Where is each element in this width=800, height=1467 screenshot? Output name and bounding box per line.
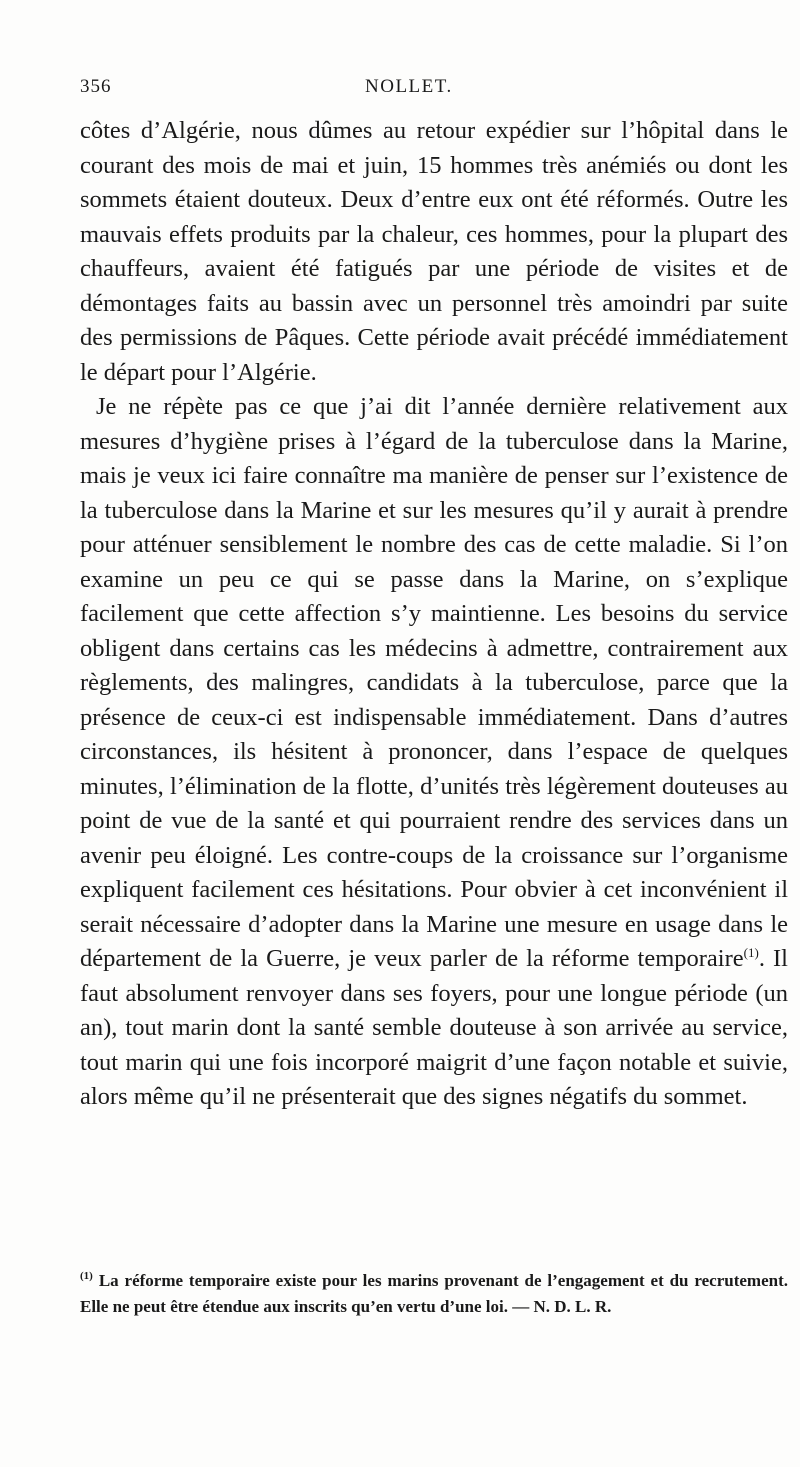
- paragraph: côtes d’Algérie, nous dûmes au retour expédier sur l’hôpital dans le courant des mois de mai et juin, 15 hommes très anémiés ou dont les sommets étaient douteux. Deux d’entre eux ont été réformés. Outre les mauvais effets produits par la chaleur, ces hommes, pour la plupart des chauffeurs, avaient été fatigués par une période de visites et de démontages faits au bassin avec un personnel très amoindri par suite des permissions de Pâques. Cette période avait précédé immédiatement le départ pour l’Algérie.: [80, 117, 788, 386]
- page-header: [80, 76, 780, 106]
- footnote: [80, 1268, 788, 1320]
- footnotes: [80, 1268, 788, 1320]
- footnote-reference: (1): [743, 944, 759, 960]
- body-text: [80, 114, 788, 1115]
- paragraph-text: Je ne répète pas ce que j’ai dit l’année dernière relativement aux mesures d’hygiène prises à l’égard de la tuberculose dans la Marine, mais je veux ici faire connaître ma manière de penser sur l’existence de la tuberculose dans la Marine et sur les mesures qu’il y aurait à prendre pour atténuer sensiblement le nombre des cas de cette maladie. Si l’on examine un peu ce qui se passe dans la Marine, on s’explique facilement que cette affection s’y maintienne. Les besoins du service obligent dans certains cas les médecins à admettre, contrairement aux règlements, des malingres, candidats à la tuberculose, parce que la présence de ceux-ci est indispensable immédiatement. Dans d’autres circonstances, ils hésitent à prononcer, dans l’espace de quelques minutes, l’élimination de la flotte, d’unités très légèrement douteuses au point de vue de la santé et qui pourraient rendre des services dans un avenir peu éloigné. Les contre-coups de la croissance sur l’organisme expliquent facilement ces hésitations. Pour obvier à cet inconvénient il serait nécessaire d’adopter dans la Marine une mesure en usage dans le département de la Guerre, je veux parler de la réforme temporaire: [80, 393, 788, 972]
- page-number: 356: [80, 76, 112, 97]
- footnote-mark: (1): [80, 1270, 93, 1283]
- running-title: NOLLET.: [365, 76, 453, 97]
- footnote-text: La réforme temporaire existe pour les marins provenant de l’engagement et du recrutement. Elle ne peut être étendue aux inscrits qu’en vertu d’une loi. — N. D. L. R.: [80, 1271, 788, 1316]
- paragraph-text: . Il faut absolument renvoyer dans ses foyers, pour une longue période (un an), tout marin dont la santé semble douteuse à son arrivée au service, tout marin qui une fois incorporé maigrit d’une façon notable et suivie, alors même qu’il ne présenterait que des signes négatifs du sommet.: [80, 945, 788, 1110]
- paragraph: [80, 390, 788, 1115]
